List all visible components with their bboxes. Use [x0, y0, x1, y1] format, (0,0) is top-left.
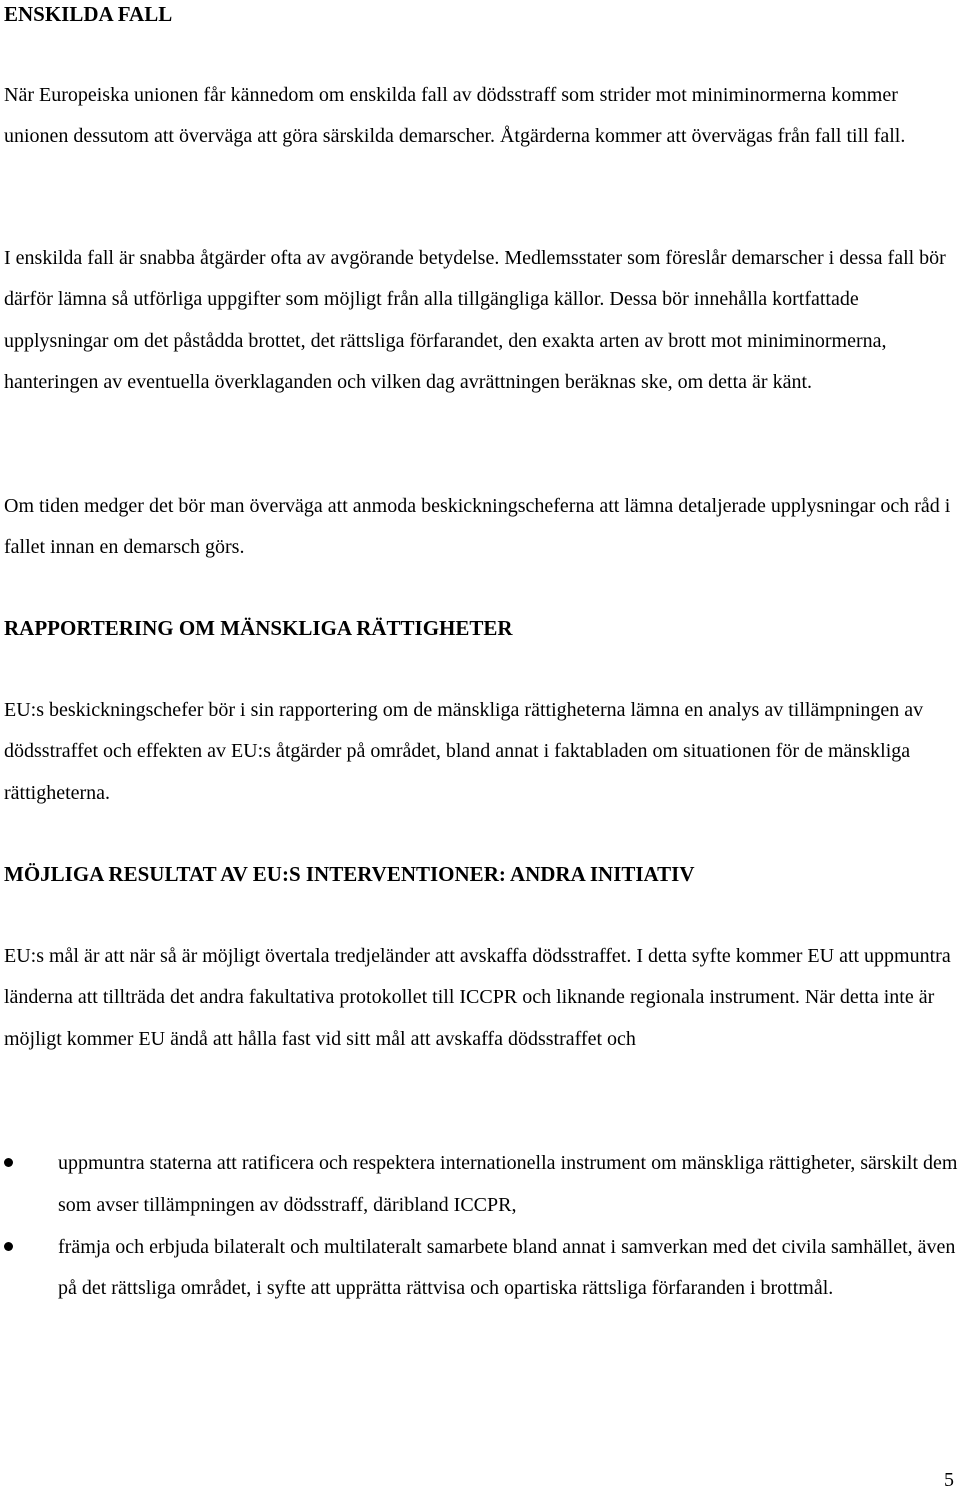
section-heading-mojliga-resultat: MÖJLIGA RESULTAT AV EU:S INTERVENTIONER: ANDRA INITIATIV — [4, 862, 695, 886]
bullet-icon — [4, 1242, 13, 1251]
section-heading-rapportering: RAPPORTERING OM MÄNSKLIGA RÄTTIGHETER — [4, 616, 513, 640]
paragraph-rapportering-1: EU:s beskickningschefer bör i sin rapportering om de mänskliga rättigheterna lämna en analys av tillämpningen av dödsstraffet och effekten av EU:s åtgärder på området, bland annat i faktabladen om situationen för de mänskliga rättigheterna. — [4, 699, 924, 804]
paragraph-enskilda-fall-2: I enskilda fall är snabba åtgärder ofta av avgörande betydelse. Medlemsstater som föreslår demarscher i dessa fall bör därför lämna så utförliga uppgifter som möjligt från alla tillgängliga källor. Dessa bör innehålla kortfattade upplysningar om det påstådda brottet, det rättsliga förfarandet, den exakta arten av brott mot miniminormerna, hanteringen av eventuella överklaganden och vilken dag avrättningen beräknas ske, om detta är känt. — [4, 247, 946, 394]
bullet-icon — [4, 1158, 13, 1167]
list-item-text: främja och erbjuda bilateralt och multilateralt samarbete bland annat i samverkan med det civila samhället, även på det rättsliga området, i syfte att upprätta rättvisa och opartiska rättsliga förfaranden i brottmål. — [58, 1235, 956, 1300]
paragraph-enskilda-fall-3: Om tiden medger det bör man överväga att anmoda beskickningscheferna att lämna detaljerade upplysningar och råd i fallet innan en demarsch görs. — [4, 495, 951, 559]
list-item-text: uppmuntra staterna att ratificera och respektera internationella instrument om mänskliga rättigheter, särskilt dem som avser tillämpningen av dödsstraff, däribland ICCPR, — [58, 1152, 958, 1216]
paragraph-enskilda-fall-1: När Europeiska unionen får kännedom om enskilda fall av dödsstraff som strider mot miniminormerna kommer unionen dessutom att överväga att göra särskilda demarscher. Åtgärderna kommer att övervägas från fall till fall. — [4, 84, 906, 148]
page-number: 5 — [944, 1469, 954, 1491]
section-heading-enskilda-fall: ENSKILDA FALL — [4, 2, 173, 26]
list-item — [4, 1143, 958, 1227]
bullet-list — [4, 1143, 958, 1310]
list-item — [4, 1227, 958, 1311]
paragraph-mojliga-resultat-1: EU:s mål är att när så är möjligt övertala tredjeländer att avskaffa dödsstraffet. I detta syfte kommer EU att uppmuntra länderna att tillträda det andra fakultativa protokollet till ICCPR och liknande regionala instrument. När detta inte är möjligt kommer EU ändå att hålla fast vid sitt mål att avskaffa dödsstraffet och — [4, 945, 951, 1050]
